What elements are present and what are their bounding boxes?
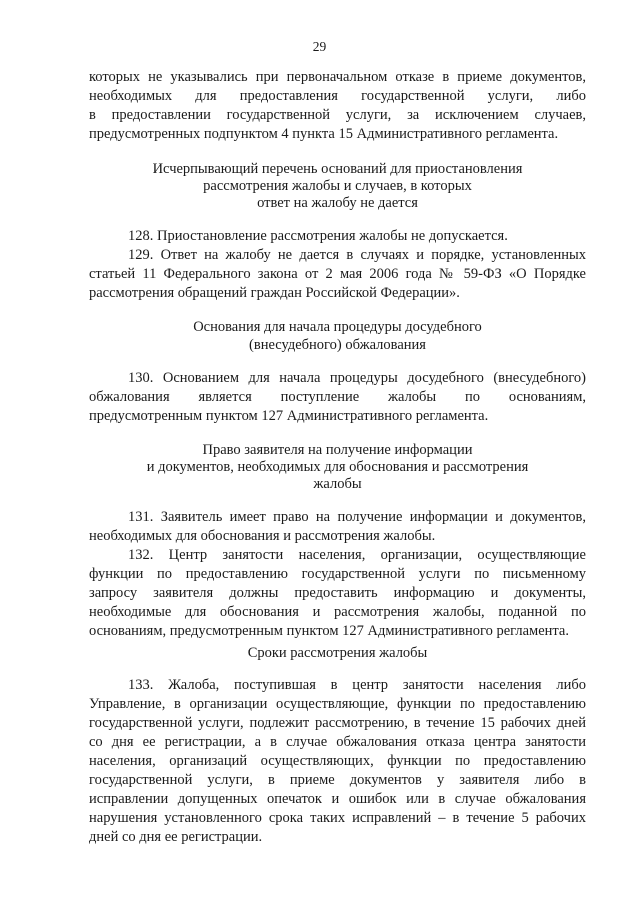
text-line: 132. Центр занятости населения, организации, осуществляющие (128, 547, 586, 563)
text-line: основаниям, предусмотренным пунктом 127 Административного регламента. (89, 623, 569, 639)
heading-line: рассмотрения жалобы и случаев, в которых (203, 178, 472, 194)
text-line: Управление, в организации осуществляющие, функции по предоставлению (89, 696, 586, 712)
heading-line: (внесудебного) обжалования (249, 337, 426, 353)
text-line: функции по предоставлению государственной услуги по письменному (89, 566, 586, 582)
text-line: необходимые для обоснования и рассмотрения жалобы, поданной по (89, 604, 586, 620)
heading-line: Право заявителя на получение информации (202, 442, 473, 458)
text-line: населения, организаций осуществляющих, функции по предоставлению (89, 753, 586, 769)
text-line: государственной услуги, в приеме документов у заявителя либо в (89, 772, 586, 788)
text-line: необходимых для обоснования и рассмотрения жалобы. (89, 528, 436, 544)
text-line: которых не указывались при первоначальном отказе в приеме документов, (89, 69, 586, 85)
text-line: 133. Жалоба, поступившая в центр занятости населения либо (128, 677, 586, 693)
page-number: 29 (312, 39, 327, 54)
text-line: статьей 11 Федерального закона от 2 мая 2006 года № 59-ФЗ «О Порядке (89, 266, 586, 282)
text-line: в предоставлении государственной услуги, за исключением случаев, (89, 107, 586, 123)
heading-line: Основания для начала процедуры досудебного (193, 319, 482, 335)
text-line: 131. Заявитель имеет право на получение информации и документов, (128, 509, 586, 525)
text-line: государственной услуги, подлежит рассмотрению, в течение 15 рабочих дней (89, 715, 586, 731)
text-line: обжалования является поступление жалобы по основаниям, (89, 389, 586, 405)
text-line: со дня ее регистрации, а в случае обжалования отказа центра занятости (89, 734, 586, 750)
text-line: нарушения установленного срока таких исправлений – в течение 5 рабочих (89, 810, 586, 826)
text-line: предусмотренных подпунктом 4 пункта 15 Административного регламента. (89, 126, 559, 142)
heading-line: и документов, необходимых для обоснования и рассмотрения (146, 459, 529, 475)
text-line: 130. Основанием для начала процедуры досудебного (внесудебного) (128, 370, 586, 386)
text-line: 129. Ответ на жалобу не дается в случаях и порядке, установленных (128, 247, 586, 263)
heading-line: ответ на жалобу не дается (257, 195, 418, 211)
text-line: предусмотренным пунктом 127 Административного регламента. (89, 408, 489, 424)
text-line: необходимых для предоставления государственной услуги, либо (89, 88, 586, 104)
section-heading: Сроки рассмотрения жалобы (247, 645, 428, 661)
text-line: запросу заявителя должны предоставить информацию и документы, (89, 585, 586, 601)
heading-line: Исчерпывающий перечень оснований для приостановления (152, 161, 523, 177)
text-line: исправлении допущенных опечаток и ошибок или в случае обжалования (89, 791, 586, 807)
text-line: рассмотрения обращений граждан Российской Федерации». (89, 285, 460, 301)
heading-line: жалобы (313, 476, 362, 492)
text-line: дней со дня ее регистрации. (89, 829, 263, 845)
paragraph-128: 128. Приостановление рассмотрения жалобы не допускается. (128, 228, 508, 244)
